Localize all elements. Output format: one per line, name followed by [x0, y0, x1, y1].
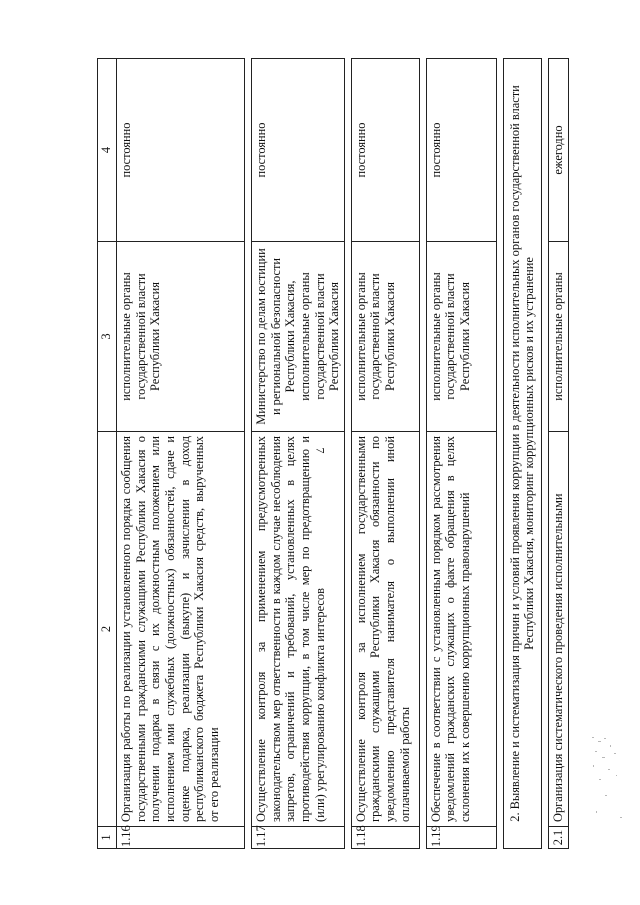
table-row — [351, 59, 419, 849]
row-gap — [245, 59, 252, 849]
column-header-3: 3 — [98, 242, 117, 432]
column-header-4: 4 — [98, 59, 117, 242]
row-gap — [419, 59, 426, 849]
row-description: Осуществление контроля за применением предусмотренных законодательством мер ответственности в каждом случае несоблюдения запретов, ограничений и требований, установленных в целях противодействия коррупции, в том числе мер по предотвращению и (или) урегулированию конфликта интересов — [252, 432, 345, 827]
row-executor: Министерство по делам юстиции и региональной безопасности Республики Хакасия, исполнительные органы государственной власти Республики Хакасия — [252, 242, 345, 432]
section-heading-row — [503, 59, 541, 849]
section-heading: 2. Выявление и систематизация причин и условий проявления коррупции в деятельности исполнительных органов государственной власти Республики Хакасия, мониторинг коррупционных рисков и их устранение — [503, 59, 541, 849]
row-term: ежегодно — [549, 59, 569, 242]
row-gap — [542, 59, 549, 849]
row-executor: исполнительные органы — [549, 242, 569, 432]
table-row — [117, 59, 245, 849]
row-term: постоянно — [351, 59, 419, 242]
row-term: постоянно — [252, 59, 345, 242]
row-term: постоянно — [426, 59, 496, 242]
table-row — [252, 59, 345, 849]
page-number: 7 — [313, 447, 328, 454]
row-gap — [496, 59, 503, 849]
row-number: 1.19 — [426, 827, 496, 849]
row-description: Осуществление контроля за исполнением государственными гражданскими служащими Республики Хакасия обязанности по уведомлению представителя нанимателя о выполнении иной оплачиваемой работы — [351, 432, 419, 827]
scan-noise — [590, 735, 630, 825]
row-description: Организация систематического проведения исполнительными — [549, 432, 569, 827]
row-number: 1.16 — [117, 827, 245, 849]
row-term: постоянно — [117, 59, 245, 242]
row-executor: исполнительные органы государственной власти Республики Хакасия — [351, 242, 419, 432]
row-executor: исполнительные органы государственной власти Республики Хакасия — [426, 242, 496, 432]
row-number: 1.17 — [252, 827, 345, 849]
row-gap — [344, 59, 351, 849]
column-header-1: 1 — [98, 827, 117, 849]
table-row — [549, 59, 569, 849]
anticorruption-plan-table — [97, 58, 569, 849]
row-description: Организация работы по реализации установленного порядка сообщения государственными гражданскими служащими Республики Хакасия о получении подарка в связи с их должностным положением или исполнением ими служебных (должностных) обязанностей, сдаче и оценке подарка, реализации (выкупе) и зачислении в доход республиканского бюджета Республики Хакасия средств, вырученных от его реализации — [117, 432, 245, 827]
rotated-page-content — [97, 59, 607, 849]
row-description: Обеспечение в соответствии с установленным порядком рассмотрения уведомлений гражданских служащих о факте обращения в целях склонения их к совершению коррупционных правонарушений — [426, 432, 496, 827]
column-number-header-row — [98, 59, 117, 849]
column-header-2: 2 — [98, 432, 117, 827]
row-number: 1.18 — [351, 827, 419, 849]
row-number: 2.1 — [549, 827, 569, 849]
row-executor: исполнительные органы государственной власти Республики Хакасия — [117, 242, 245, 432]
table-row — [426, 59, 496, 849]
